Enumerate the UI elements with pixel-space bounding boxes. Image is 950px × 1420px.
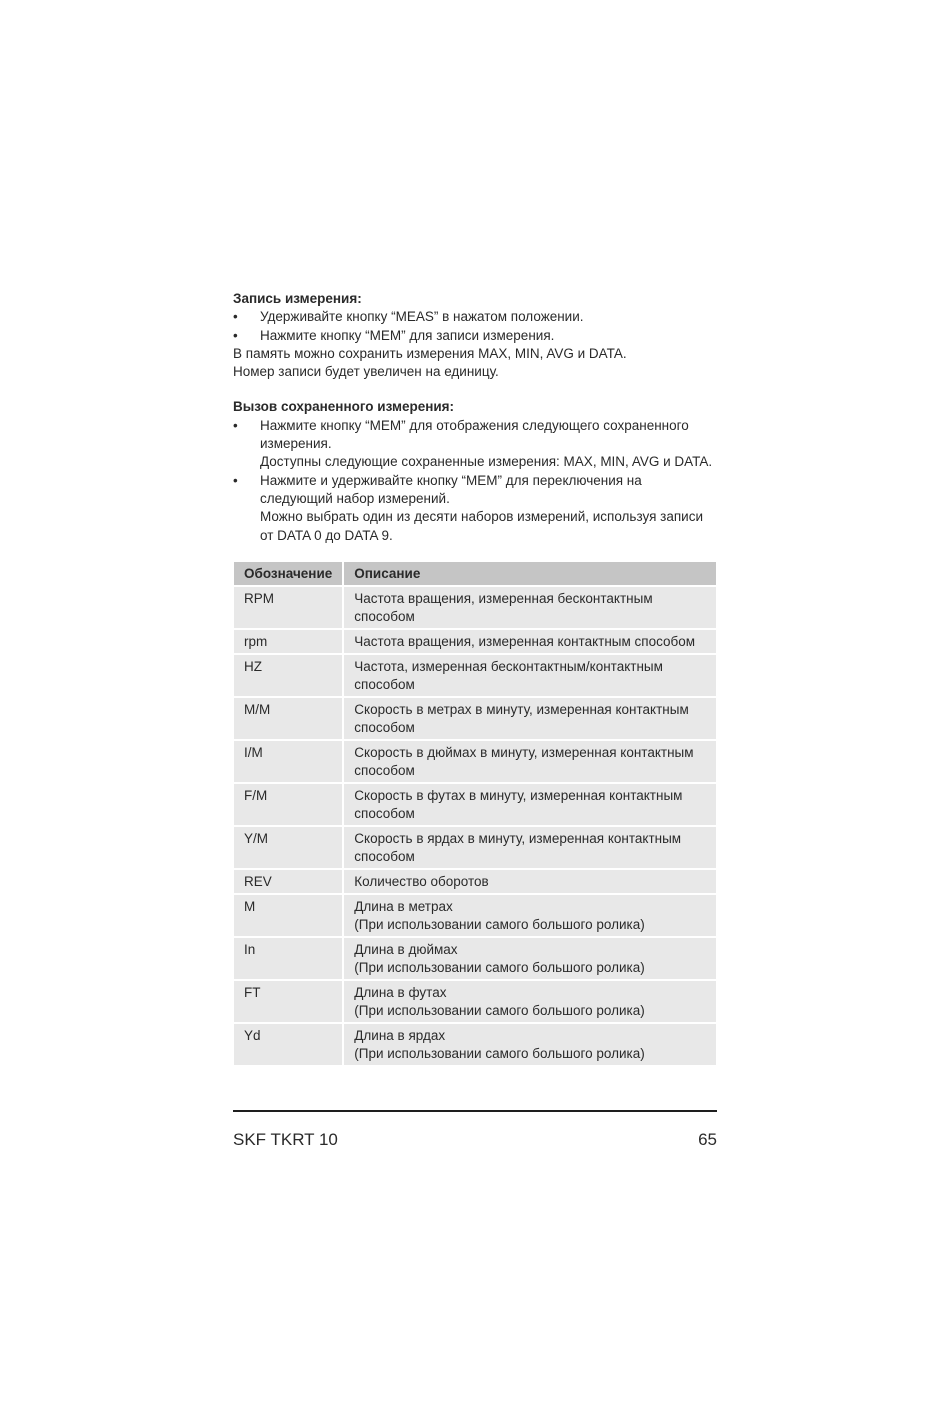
symbol-cell: Yd (234, 1022, 344, 1065)
description-line: способом (354, 848, 415, 864)
list-item-text: Нажмите кнопку “MEM” для записи измерения. (260, 327, 555, 343)
bullet-icon: • (233, 417, 238, 433)
description-line: Количество оборотов (354, 873, 489, 889)
table-row (234, 893, 716, 936)
list-item-note: Доступны следующие сохраненные измерения: MAX, MIN, AVG и DATA. (260, 454, 713, 470)
body-text: Номер записи будет увеличен на единицу. (233, 364, 499, 380)
symbol-cell: HZ (234, 653, 344, 696)
list-item-note: от DATA 0 до DATA 9. (260, 527, 393, 543)
list-item (233, 417, 717, 472)
description-line: Скорость в футах в минуту, измеренная контактным (354, 787, 683, 803)
symbol-cell: REV (234, 868, 344, 893)
symbol-cell: F/M (234, 782, 344, 825)
description-line: (При использовании самого большого ролика) (354, 1002, 645, 1018)
description-line: Длина в дюймах (354, 941, 458, 957)
symbols-table (234, 562, 716, 1065)
table-header-row (234, 562, 716, 585)
section-heading-recall: Вызов сохраненного измерения: (233, 399, 455, 415)
column-header-description: Описание (344, 562, 716, 585)
table-row (234, 696, 716, 739)
table-row (234, 868, 716, 893)
description-line: Скорость в ярдах в минуту, измеренная контактным (354, 830, 682, 846)
symbol-cell: rpm (234, 628, 344, 653)
description-line: (При использовании самого большого ролика) (354, 959, 645, 975)
description-cell (344, 782, 716, 825)
description-line: (При использовании самого большого ролика) (354, 1045, 645, 1061)
description-line: способом (354, 762, 415, 778)
section-heading-record: Запись измерения: (233, 291, 362, 306)
table-row (234, 782, 716, 825)
column-header-symbol: Обозначение (234, 562, 344, 585)
description-line: Длина в метрах (354, 898, 453, 914)
footer-divider (233, 1110, 717, 1112)
list-item (233, 472, 717, 545)
footer-product-name: SKF TKRT 10 (233, 1130, 338, 1149)
description-cell (344, 893, 716, 936)
description-line: (При использовании самого большого ролика) (354, 916, 645, 932)
description-cell (344, 628, 716, 653)
table-row (234, 739, 716, 782)
description-line: способом (354, 676, 415, 692)
description-cell (344, 1022, 716, 1065)
symbol-cell: Y/M (234, 825, 344, 868)
description-line: способом (354, 805, 415, 821)
symbol-cell: I/M (234, 739, 344, 782)
bullet-icon: • (233, 309, 238, 325)
table-row (234, 936, 716, 979)
symbol-cell: FT (234, 979, 344, 1022)
description-line: Скорость в метрах в минуту, измеренная контактным (354, 701, 689, 717)
description-line: Длина в ярдах (354, 1027, 446, 1043)
list-item-text: Нажмите и удерживайте кнопку “MEM” для переключения на (260, 472, 642, 488)
table-row (234, 585, 716, 628)
description-cell (344, 936, 716, 979)
list-item-text: Удерживайте кнопку “MEAS” в нажатом положении. (260, 309, 584, 325)
description-cell (344, 739, 716, 782)
body-text: В память можно сохранить измерения MAX, MIN, AVG и DATA. (233, 345, 627, 361)
bullet-icon: • (233, 327, 238, 343)
list-item-note: Можно выбрать один из десяти наборов измерений, используя записи (260, 509, 704, 525)
description-line: Частота вращения, измеренная бесконтактным способом (354, 590, 653, 624)
symbol-cell: M/M (234, 696, 344, 739)
table-row (234, 979, 716, 1022)
list-item-text: измерения. (260, 436, 332, 452)
list-item (233, 327, 717, 345)
symbol-cell: RPM (234, 585, 344, 628)
table-row (234, 653, 716, 696)
bullet-icon: • (233, 472, 238, 488)
table-row (234, 1022, 716, 1065)
description-line: Скорость в дюймах в минуту, измеренная контактным (354, 744, 694, 760)
description-cell (344, 696, 716, 739)
table-row (234, 628, 716, 653)
description-line: способом (354, 719, 415, 735)
list-item (233, 308, 717, 326)
page-content (233, 290, 717, 1065)
description-cell (344, 979, 716, 1022)
description-line: Длина в футах (354, 984, 447, 1000)
description-cell (344, 825, 716, 868)
symbol-cell: In (234, 936, 344, 979)
list-item-text: следующий набор измерений. (260, 490, 450, 506)
table-row (234, 825, 716, 868)
description-line: Частота вращения, измеренная контактным способом (354, 633, 696, 649)
symbol-cell: M (234, 893, 344, 936)
description-cell (344, 653, 716, 696)
list-item-text: Нажмите кнопку “MEM” для отображения следующего сохраненного (260, 417, 689, 433)
page-number: 65 (698, 1130, 717, 1149)
description-cell (344, 868, 716, 893)
description-cell (344, 585, 716, 628)
description-line: Частота, измеренная бесконтактным/контактным (354, 658, 663, 674)
